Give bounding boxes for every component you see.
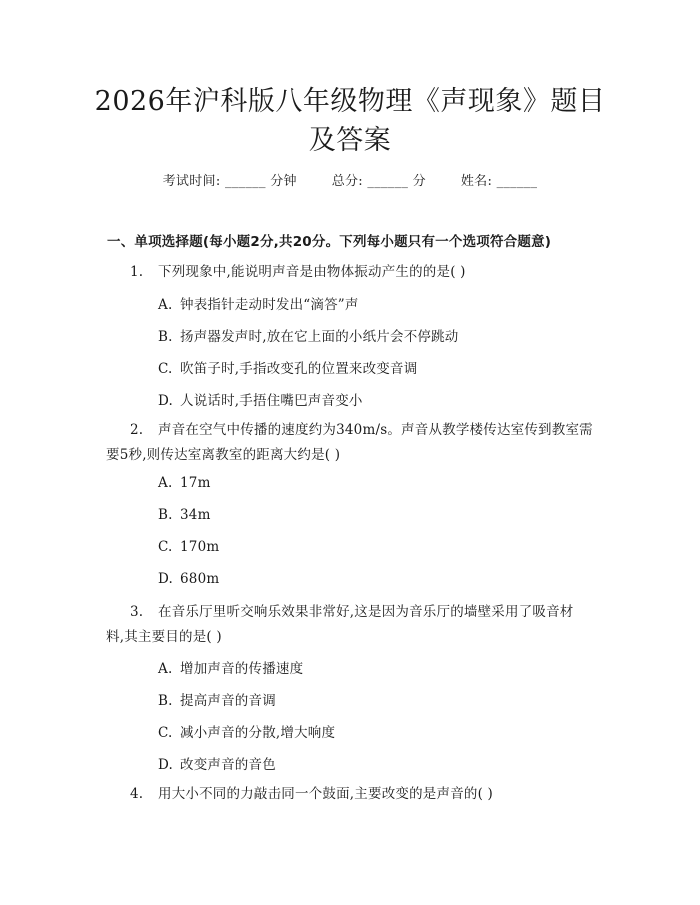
option-text: 吹笛子时,手指改变孔的位置来改变音调 [180, 361, 418, 377]
question-2 [130, 418, 593, 443]
option-3b [158, 689, 276, 709]
question-1 [130, 260, 466, 285]
option-letter: C. [158, 725, 173, 741]
option-text: 增加声音的传播速度 [180, 661, 304, 677]
option-letter: B. [158, 329, 173, 345]
option-text: 170m [180, 539, 220, 555]
option-letter: D. [158, 571, 174, 587]
question-3 [130, 600, 574, 625]
score-blank: ______ [367, 174, 409, 189]
question-text: 用大小不同的力敲击同一个鼓面,主要改变的是声音的( ) [158, 786, 494, 802]
question-2-cont [106, 443, 340, 468]
option-1c [158, 357, 417, 377]
option-letter: D. [158, 757, 174, 773]
option-1a [158, 293, 359, 313]
option-2c [158, 539, 219, 555]
question-text-line1: 声音在空气中传播的速度约为340m/s。声音从教学楼传达室传到教室需 [158, 422, 593, 438]
option-letter: D. [158, 393, 174, 409]
name-label: 姓名: [460, 174, 493, 189]
question-number: 4. [130, 786, 144, 802]
option-text: 17m [180, 475, 211, 491]
time-blank: ______ [224, 174, 266, 189]
option-text: 扬声器发声时,放在它上面的小纸片会不停跳动 [180, 329, 459, 345]
option-letter: A. [158, 661, 173, 677]
question-text-line2: 料,其主要目的是( ) [106, 629, 222, 645]
option-letter: C. [158, 361, 173, 377]
option-letter: A. [158, 297, 173, 313]
option-letter: B. [158, 693, 173, 709]
option-2b [158, 507, 211, 523]
question-text: 下列现象中,能说明声音是由物体振动产生的的是( ) [158, 264, 466, 280]
option-1b [158, 325, 459, 345]
question-text-line1: 在音乐厅里听交响乐效果非常好,这是因为音乐厅的墙壁采用了吸音材 [158, 604, 574, 620]
option-3a [158, 657, 303, 677]
question-number: 2. [130, 422, 144, 438]
option-2d [158, 571, 219, 587]
option-text: 减小声音的分散,增大响度 [180, 725, 336, 741]
option-text: 提高声音的音调 [180, 693, 276, 709]
option-text: 34m [180, 507, 211, 523]
option-2a [158, 475, 211, 491]
option-letter: B. [158, 507, 173, 523]
score-label: 总分: [331, 174, 363, 189]
question-number: 1. [130, 264, 144, 280]
time-label: 考试时间: [162, 174, 221, 189]
question-text-line2: 要5秒,则传达室离教室的距离大约是( ) [106, 447, 341, 463]
option-letter: C. [158, 539, 173, 555]
option-1d [158, 389, 363, 409]
exam-meta-line [0, 170, 700, 189]
option-letter: A. [158, 475, 173, 491]
question-number: 3. [130, 604, 144, 620]
score-unit: 分 [412, 174, 426, 189]
section-heading: 一、单项选择题(每小题2分,共20分。下列每小题只有一个选项符合题意) [107, 234, 552, 250]
document-title: 2026年沪科版八年级物理《声现象》题目及答案 [94, 86, 606, 156]
question-4 [130, 782, 493, 807]
option-text: 680m [180, 571, 220, 587]
time-unit: 分钟 [270, 174, 297, 189]
option-3c [158, 721, 335, 741]
name-blank: ______ [496, 174, 538, 189]
question-3-cont [106, 625, 222, 650]
option-text: 钟表指针走动时发出“滴答”声 [180, 297, 359, 313]
option-text: 人说话时,手捂住嘴巴声音变小 [180, 393, 363, 409]
option-3d [158, 753, 276, 773]
option-text: 改变声音的音色 [180, 757, 276, 773]
